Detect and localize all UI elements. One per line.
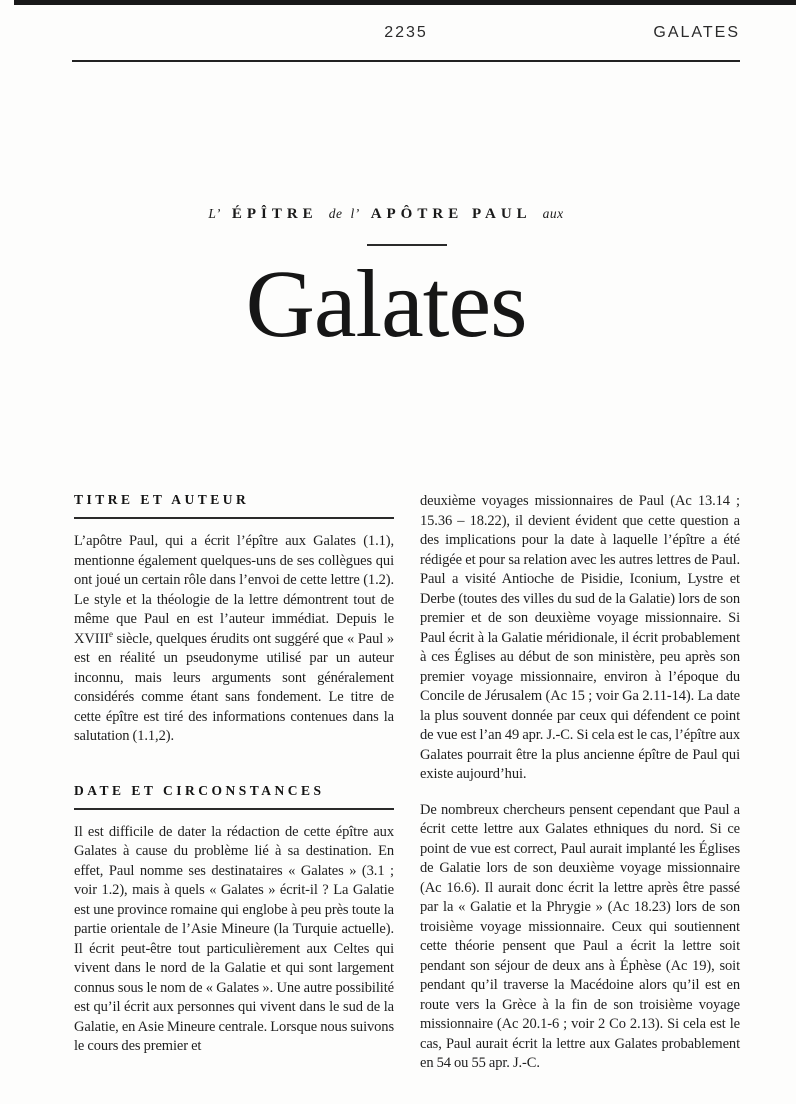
page-number: 2235 bbox=[384, 24, 428, 41]
kicker-lead: L’ bbox=[208, 206, 221, 221]
book-title: Galates bbox=[245, 250, 527, 357]
left-column bbox=[74, 492, 394, 1074]
running-header bbox=[72, 24, 740, 48]
right-column bbox=[420, 492, 740, 1074]
section-heading-titre-et-auteur: TITRE ET AUTEUR bbox=[74, 492, 394, 519]
kicker-de: de bbox=[328, 206, 343, 221]
kicker-word-apotre-paul: APÔTRE PAUL bbox=[370, 206, 532, 222]
paragraph-titre-et-auteur bbox=[74, 532, 394, 747]
paragraph-date-circonstances: Il est difficile de dater la rédaction de cette épître aux Galates à cause du problème lié à sa destination. En effet, Paul nomme ses destinataires « Galates » (3.1 ; voir 1.2), mais à quels « Galates » écrit-il ? La Galatie est une province romaine qui englobe à peu près toute la partie orientale de l’Asie Mineure (la Turquie actuelle). Il écrit peut-être tout particulièrement aux Celtes qui vivent dans le nord de la Galatie et qui sont largement connus sous le nom de « Galates ». Une autre possibilité est qu’il écrit aux personnes qui vivent dans le sud de la Galatie, en Asie Mineure centrale. Lorsque nous suivons le cours des premier et bbox=[74, 823, 394, 1054]
paragraph-text: L’apôtre Paul, qui a écrit l’épître aux Galates (1.1), mentionne également quelques-uns de ses collègues qui ont joué un certain rôle dans l’envoi de cette lettre (1.2). Le style et la théologie de la lettre démontrent tout de même que Paul en est l’auteur immédiat. Depuis le XVIII bbox=[74, 533, 394, 647]
kicker-divider-rule bbox=[367, 244, 447, 246]
running-title: GALATES bbox=[653, 24, 740, 41]
paragraph-north-galatia-theory: De nombreux chercheurs pensent cependant que Paul a écrit cette lettre aux Galates ethniques du nord. Si ce point de vue est correct, Paul aurait implanté les Églises de Galatie lors de son deuxième voyage missionnaire (Ac 16.6). Il aurait donc écrit la lettre après être passé par la « Galatie et la Phrygie » (Ac 18.23) lors de son troisième voyage missionnaire. Ceux qui soutiennent cette théorie pensent que Paul a écrit la lettre soit pendant son séjour de deux ans à Éphèse (Ac 19), soit pendant qu’il traverse la Macédoine alors qu’il est en route vers la Grèce à la fin de son troisième voyage missionnaire (Ac 20.1-6 ; voir 2 Co 2.13). Si cela est le cas, Paul aurait écrit la lettre aux Galates probablement en 54 ou 55 apr. J.-C. bbox=[420, 801, 740, 1071]
kicker-l: l’ bbox=[350, 206, 360, 221]
ordinal-superscript: e bbox=[108, 628, 113, 639]
title-kicker bbox=[0, 205, 772, 223]
header-rule bbox=[72, 60, 740, 62]
paragraph-text: siècle, quelques érudits ont suggéré que « Paul » est en réalité un pseudonyme utilisé par un auteur inconnu, mais leurs arguments sont généralement considérés comme étant sans fondement. Le titre de cette épître est tiré des informations contenues dans la salutation (1.1,2). bbox=[74, 630, 394, 744]
body-columns bbox=[74, 492, 740, 1074]
kicker-word-epitre: ÉPÎTRE bbox=[231, 206, 318, 222]
kicker-aux: aux bbox=[542, 206, 564, 221]
paragraph-continuation: deuxième voyages missionnaires de Paul (Ac 13.14 ; 15.36 – 18.22), il devient évident que cette question a des implications pour la date à laquelle l’épître a été rédigée et pour sa relation avec les autres lettres de Paul. Paul a visité Antioche de Pisidie, Iconium, Lystre et Derbe (toutes des villes du sud de la Galatie) lors de son premier et de son deuxième voyage missionnaire. Si Paul écrit à la Galatie méridionale, il écrit probablement à ces Églises au début de son ministère, peu après son premier voyage missionnaire, environ à l’époque du Concile de Jérusalem (Ac 15 ; voir Ga 2.11-14). La date la plus souvent donnée par ceux qui défendent ce point de vue est l’an 49 apr. J.-C. Si cela est le cas, l’épître aux Galates pourrait être la plus ancienne épître de Paul qui existe aujourd’hui. bbox=[420, 493, 740, 782]
scan-edge-strip bbox=[14, 0, 796, 5]
section-heading-date-et-circonstances: DATE ET CIRCONSTANCES bbox=[74, 783, 394, 810]
